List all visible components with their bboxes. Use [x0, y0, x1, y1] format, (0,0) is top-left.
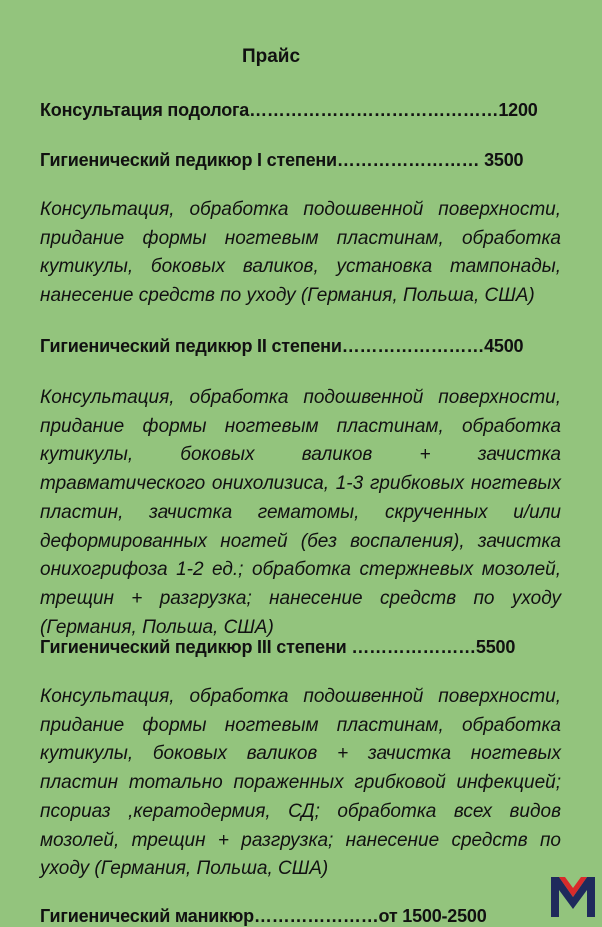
service-pedicure-2-price: Гигиенический педикюр II степени……………………4500	[40, 336, 524, 356]
m-logo-icon	[548, 871, 598, 920]
service-pedicure-1-price: Гигиенический педикюр I степени…………………… 3500	[40, 150, 524, 170]
service-pedicure-2-description: Консультация, обработка подошвенной поверхности, придание формы ногтевым пластинам, обработка кутикулы, боковых валиков + зачистка травматического онихолизиса, 1-3 грибковых ногтевых пластин, зачистка гематомы, скрученных и/или деформированных ногтей (без воспаления), зачистка онихогрифоза 1-2 ед.; обработка стержневых мозолей, трещин + разгрузка; нанесение средств по уходу (Германия, Польша, США)	[40, 387, 561, 638]
service-pedicure-3-description: Консультация, обработка подошвенной поверхности, придание формы ногтевым пластинам, обработка кутикулы, боковых валиков + зачистка ногтевых пластин тотально пораженных грибковой инфекцией; псориаз ,кератодермия, СД; обработка всех видов мозолей, трещин + разгрузка; нанесение средств по уходу (Германия, Польша, США)	[40, 686, 561, 880]
service-pedicure-3-price: Гигиенический педикюр III степени …………………5500	[40, 637, 516, 657]
service-pedicure-1-description: Консультация, обработка подошвенной поверхности, придание формы ногтевым пластинам, обработка кутикулы, боковых валиков, установка тампонады, нанесение средств по уходу (Германия, Польша, США)	[40, 199, 561, 307]
page-title: Прайс	[241, 46, 301, 67]
service-consultation-price: Консультация подолога……………………………………1200	[40, 100, 538, 120]
service-manicure-price: Гигиенический маникюр…………………от 1500-2500	[40, 906, 487, 926]
